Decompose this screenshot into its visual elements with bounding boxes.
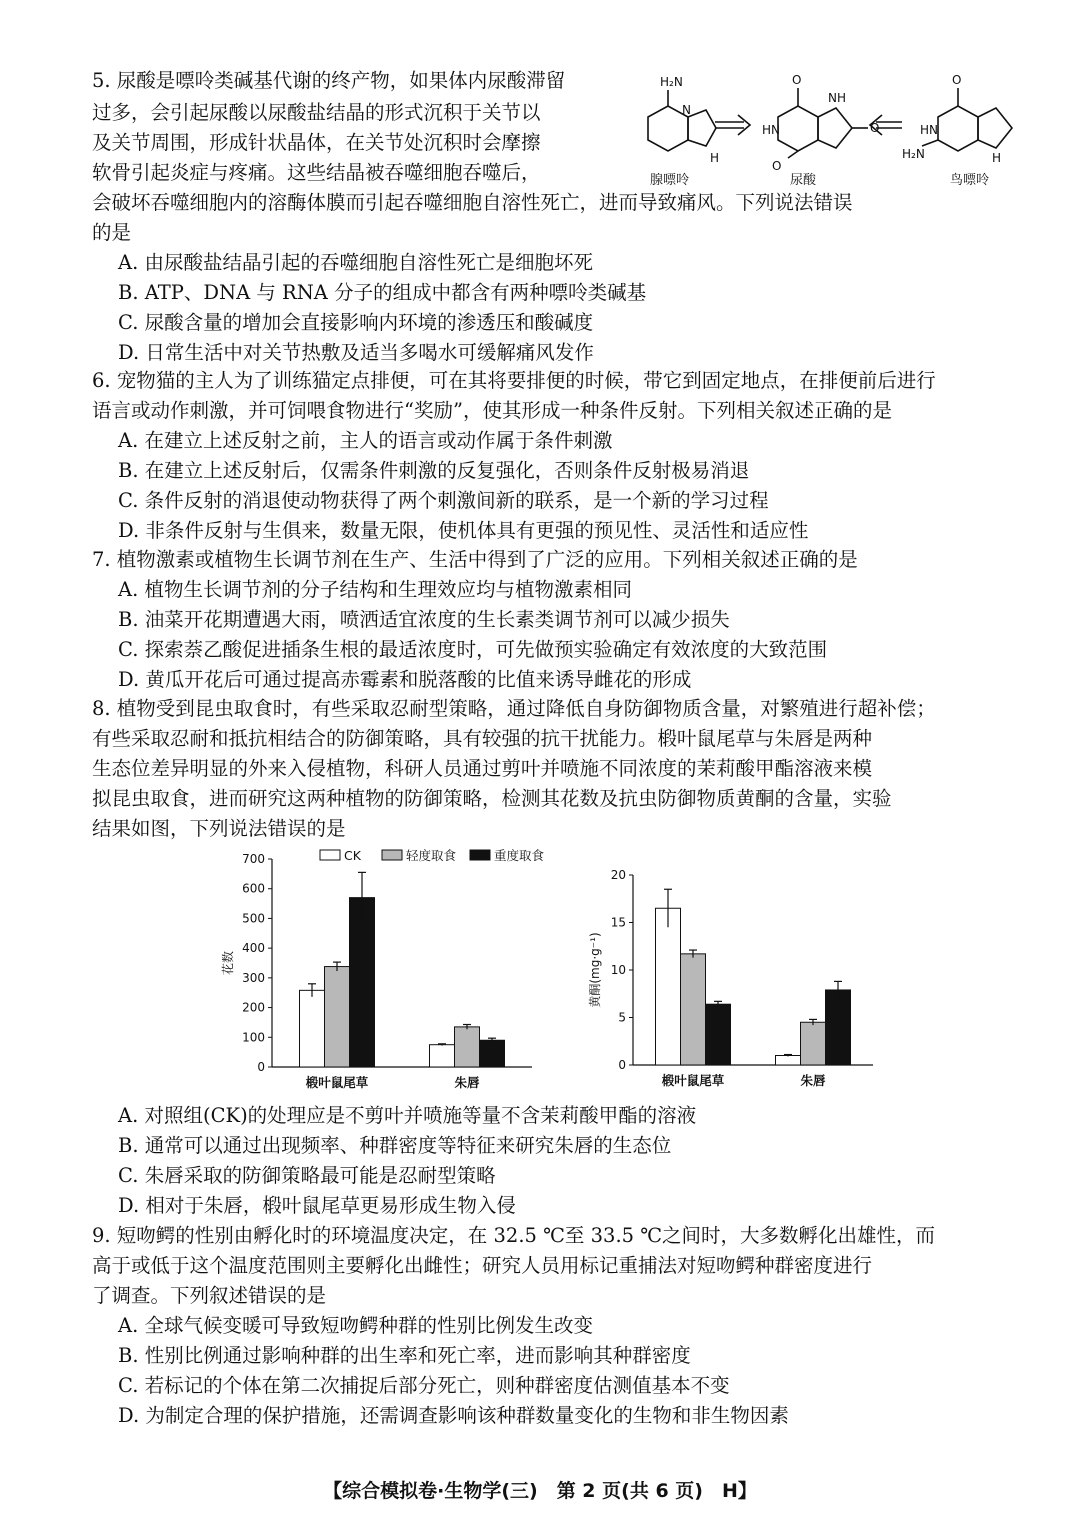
adenine-n-label: N — [682, 103, 691, 117]
q5-line: 及关节周围，形成针状晶体，在关节处沉积时会摩擦 — [92, 131, 541, 154]
flower-count-chart — [220, 842, 550, 1097]
bar — [300, 990, 325, 1067]
bar — [455, 1027, 480, 1067]
bar — [826, 990, 851, 1065]
q8-line: 结果如图，下列说法错误的是 — [92, 817, 346, 840]
legend-swatch — [320, 850, 340, 860]
q7-option-d: D. 黄瓜开花后可通过提高赤霉素和脱落酸的比值来诱导雌花的形成 — [118, 668, 692, 691]
q5-line: 过多，会引起尿酸以尿酸盐结晶的形式沉积于关节以 — [92, 101, 541, 124]
page-footer: 【综合模拟卷·生物学(三) 第 2 页(共 6 页) H】 — [323, 1480, 757, 1502]
y-tick-label: 5 — [618, 1010, 626, 1025]
q5-option-b: B. ATP、DNA 与 RNA 分子的组成中都含有两种嘌呤类碱基 — [118, 281, 647, 304]
uric-o-right-label: O — [870, 121, 880, 135]
y-tick-label: 400 — [242, 941, 265, 956]
q7-line: 7. 植物激素或植物生长调节剂在生产、生活中得到了广泛的应用。下列相关叙述正确的是 — [92, 548, 858, 571]
q6-line: 6. 宠物猫的主人为了训练猫定点排便，可在其将要排便的时候，带它到固定地点，在排便前后进行 — [92, 369, 936, 392]
q5-option-d: D. 日常生活中对关节热敷及适当多喝水可缓解痛风发作 — [118, 341, 594, 364]
uric-hn-label: HN — [762, 123, 780, 137]
q8-line: 8. 植物受到昆虫取食时，有些采取忍耐型策略，通过降低自身防御物质含量，对繁殖进行超补偿； — [92, 697, 936, 720]
q8-option-a: A. 对照组(CK)的处理应是不剪叶并喷施等量不含茉莉酸甲酯的溶液 — [118, 1104, 697, 1127]
q8-line: 拟昆虫取食，进而研究这两种植物的防御策略，检测其花数及抗虫防御物质黄酮的含量，实验 — [92, 787, 892, 810]
q8-option-d: D. 相对于朱唇，椴叶鼠尾草更易形成生物入侵 — [118, 1194, 516, 1217]
q8-line: 有些采取忍耐和抵抗相结合的防御策略，具有较强的抗干扰能力。椴叶鼠尾草与朱唇是两种 — [92, 727, 873, 750]
q6-option-b: B. 在建立上述反射后，仅需条件刺激的反复强化，否则条件反射极易消退 — [118, 459, 750, 482]
q9-line: 9. 短吻鳄的性别由孵化时的环境温度决定，在 32.5 ℃至 33.5 ℃之间时，大多数孵化出雄性，而 — [92, 1224, 936, 1247]
q9-option-c: C. 若标记的个体在第二次捕捉后部分死亡，则种群密度估测值基本不变 — [118, 1374, 730, 1397]
q5-option-a: A. 由尿酸盐结晶引起的吞噬细胞自溶性死亡是细胞坏死 — [118, 251, 593, 274]
legend-swatch — [382, 850, 402, 860]
y-tick-label: 500 — [242, 911, 265, 926]
q7-option-b: B. 油菜开花期遭遇大雨，喷洒适宜浓度的生长素类调节剂可以减少损失 — [118, 608, 730, 631]
q7-option-c: C. 探索萘乙酸促进插条生根的最适浓度时，可先做预实验确定有效浓度的大致范围 — [118, 638, 828, 661]
y-tick-label: 200 — [242, 1000, 265, 1015]
q5-option-c: C. 尿酸含量的增加会直接影响内环境的渗透压和酸碱度 — [118, 311, 594, 334]
q8-option-b: B. 通常可以通过出现频率、种群密度等特征来研究朱唇的生态位 — [118, 1134, 672, 1157]
guanine-o-label: O — [952, 73, 962, 87]
category-label: 朱唇 — [454, 1075, 480, 1090]
bar — [706, 1004, 731, 1065]
q9-option-b: B. 性别比例通过影响种群的出生率和死亡率，进而影响其种群密度 — [118, 1344, 691, 1367]
q9-line: 了调查。下列叙述错误的是 — [92, 1284, 327, 1307]
guanine-nh2-label: H₂N — [902, 147, 925, 161]
flavonoid-content-chart — [585, 862, 885, 1097]
adenine-caption: 腺嘌呤 — [650, 173, 690, 188]
y-tick-label: 15 — [610, 915, 626, 930]
q9-line: 高于或低于这个温度范围则主要孵化出雌性；研究人员用标记重捕法对短吻鳄种群密度进行 — [92, 1254, 873, 1277]
adenine-nh2-label: H₂N — [660, 75, 683, 89]
uric-nh-label: NH — [828, 91, 846, 105]
q5-line: 会破坏吞噬细胞内的溶酶体膜而引起吞噬细胞自溶性死亡，进而导致痛风。下列说法错误 — [92, 191, 853, 214]
q6-option-c: C. 条件反射的消退使动物获得了两个刺激间新的联系，是一个新的学习过程 — [118, 489, 769, 512]
bar — [325, 967, 350, 1067]
q5-line: 的是 — [92, 221, 132, 244]
uric-o-top-label: O — [792, 73, 802, 87]
y-axis-label: 黄酮(mg·g⁻¹) — [588, 932, 602, 1008]
legend-swatch — [470, 850, 490, 860]
y-tick-label: 100 — [242, 1030, 265, 1045]
guanine-hn-label: HN — [920, 123, 938, 137]
adenine-h-label: H — [710, 151, 720, 165]
y-tick-label: 0 — [257, 1060, 265, 1074]
bar — [776, 1056, 801, 1066]
guanine-caption: 鸟嘌呤 — [950, 173, 990, 188]
category-label: 椴叶鼠尾草 — [661, 1073, 725, 1088]
bar — [801, 1022, 826, 1065]
q6-option-a: A. 在建立上述反射之前，主人的语言或动作属于条件刺激 — [118, 429, 613, 452]
y-tick-label: 300 — [242, 970, 265, 985]
q6-line: 语言或动作刺激，并可饲喂食物进行“奖励”，使其形成一种条件反射。下列相关叙述正确的是 — [92, 399, 892, 422]
q5-line: 5. 尿酸是嘌呤类碱基代谢的终产物，如果体内尿酸滞留 — [92, 69, 566, 92]
guanine-h-label: H — [992, 151, 1002, 165]
q7-option-a: A. 植物生长调节剂的分子结构和生理效应均与植物激素相同 — [118, 578, 632, 601]
bar — [656, 908, 681, 1065]
q8-option-c: C. 朱唇采取的防御策略最可能是忍耐型策略 — [118, 1164, 496, 1187]
purine-structures-diagram — [620, 62, 1040, 192]
uric-o-bottom-label: O — [772, 159, 782, 173]
legend-label: 轻度取食 — [406, 848, 457, 863]
bar — [350, 898, 375, 1067]
q8-line: 生态位差异明显的外来入侵植物，科研人员通过剪叶并喷施不同浓度的茉莉酸甲酯溶液来模 — [92, 757, 873, 780]
y-tick-label: 700 — [242, 852, 265, 866]
legend-label: 重度取食 — [494, 848, 545, 863]
bar — [681, 954, 706, 1065]
q6-option-d: D. 非条件反射与生俱来，数量无限，使机体具有更强的预见性、灵活性和适应性 — [118, 519, 809, 542]
y-tick-label: 20 — [610, 868, 626, 882]
uric-acid-caption: 尿酸 — [790, 173, 817, 188]
y-tick-label: 0 — [618, 1058, 626, 1072]
y-tick-label: 600 — [242, 881, 265, 896]
category-label: 椴叶鼠尾草 — [305, 1075, 369, 1090]
q5-line: 软骨引起炎症与疼痛。这些结晶被吞噬细胞吞噬后， — [92, 161, 541, 184]
category-label: 朱唇 — [800, 1073, 826, 1088]
y-axis-label: 花数 — [221, 950, 235, 976]
bar — [480, 1040, 505, 1067]
legend-label: CK — [344, 848, 361, 863]
q9-option-a: A. 全球气候变暖可导致短吻鳄种群的性别比例发生改变 — [118, 1314, 593, 1337]
y-tick-label: 10 — [610, 963, 626, 977]
bar — [430, 1045, 455, 1067]
q9-option-d: D. 为制定合理的保护措施，还需调查影响该种群数量变化的生物和非生物因素 — [118, 1404, 789, 1427]
